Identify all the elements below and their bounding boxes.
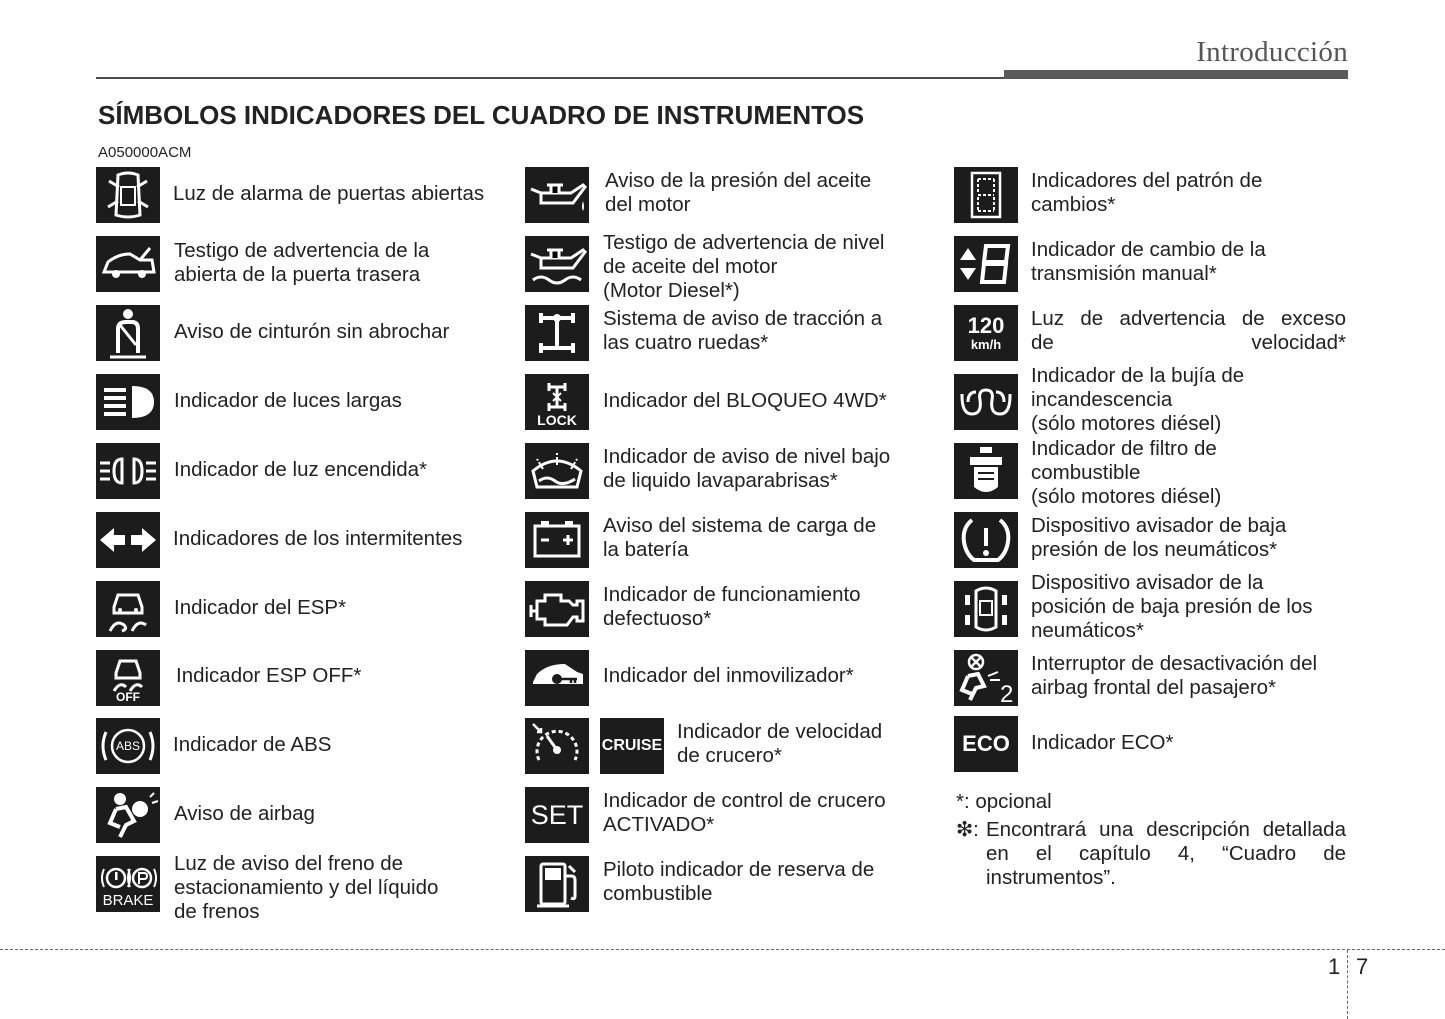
indicator-label: Piloto indicador de reserva de combustible (603, 858, 875, 905)
immobilizer-icon (525, 650, 589, 706)
oil-pressure-icon (525, 167, 589, 223)
indicator-label: Aviso del sistema de carga de la batería (603, 514, 877, 561)
overspeed-value: 120 (967, 313, 1005, 338)
fuel-filter-icon (954, 443, 1018, 499)
indicator-label: Luz de aviso del freno de estacionamiento y del líquido de frenos (174, 852, 439, 923)
cruise-text: CRUISE (601, 737, 663, 754)
tpms-position-icon (954, 581, 1018, 637)
indicator-label: Indicador ESP OFF* (176, 664, 362, 687)
eco-icon (954, 716, 1018, 772)
page-number: 7 (1356, 954, 1369, 979)
esp-icon (96, 581, 160, 637)
indicator-label: Indicador de luz encendida* (174, 458, 428, 481)
fuel-icon (525, 856, 589, 912)
indicator-label: Indicador de funcionamiento defectuoso* (603, 583, 861, 630)
svg-text:2: 2 (1000, 681, 1014, 706)
overspeed-icon (954, 305, 1018, 361)
set-icon (525, 787, 589, 843)
indicator-label: Luz de advertencia de exceso de velocidad* (1031, 307, 1346, 354)
indicator-label: Indicador de aviso de nivel bajo de liquido lavaparabrisas* (603, 445, 891, 492)
turn-signal-icon (96, 512, 160, 568)
indicator-label: Indicador ECO* (1031, 731, 1174, 754)
header-rule (96, 77, 1004, 79)
check-engine-icon (525, 581, 589, 637)
eco-text: ECO (962, 731, 1010, 756)
indicator-label: Dispositivo avisador de baja presión de los neumáticos* (1031, 514, 1287, 561)
indicator-label: Aviso de airbag (174, 802, 315, 825)
indicator-label: Indicadores del patrón de cambios* (1031, 169, 1263, 216)
lock-text: LOCK (537, 412, 577, 428)
indicator-label: Sistema de aviso de tracción a las cuatro ruedas* (603, 307, 883, 354)
airbag-off-icon (954, 650, 1018, 706)
overspeed-unit: km/h (970, 337, 1002, 352)
high-beam-icon (96, 374, 160, 430)
snowflake-mark: ❇: (956, 818, 979, 841)
tpms-icon (954, 512, 1018, 568)
indicator-label: Testigo de advertencia de nivel de aceite del motor (Motor Diesel*) (603, 231, 885, 302)
footnotes (956, 790, 1346, 890)
indicator-label: Aviso de cinturón sin abrochar (174, 320, 450, 343)
set-text: SET (530, 799, 584, 830)
trunk-open-icon (96, 236, 160, 292)
cruise-icon (600, 718, 664, 774)
indicator-label: Testigo de advertencia de la abierta de la puerta trasera (174, 239, 430, 286)
oil-level-icon (525, 236, 589, 292)
indicator-label: Indicador de cambio de la transmisión manual* (1031, 238, 1266, 285)
optional-note: *: opcional (956, 790, 1052, 813)
indicator-label: Indicador de control de crucero ACTIVADO* (603, 789, 886, 836)
indicator-label: Indicador del inmovilizador* (603, 664, 854, 687)
brake-text: BRAKE (102, 891, 154, 909)
indicator-label: Indicador de filtro de combustible (sólo motores diésel) (1031, 437, 1222, 508)
chapter-number: 1 (1328, 954, 1341, 979)
brake-icon (96, 856, 160, 912)
section-title: SÍMBOLOS INDICADORES DEL CUADRO DE INSTRUMENTOS (98, 100, 865, 130)
indicator-label: Indicador de la bujía de incandescencia (sólo motores diésel) (1031, 364, 1245, 435)
running-header-title: Introducción (1196, 36, 1348, 68)
door-open-icon (96, 167, 160, 223)
indicator-label: Indicador de velocidad de crucero* (677, 720, 883, 767)
shift-pattern-icon (954, 167, 1018, 223)
cruise-gauge-icon (525, 718, 589, 774)
indicator-label: Indicadores de los intermitentes (173, 527, 463, 550)
airbag-icon (96, 787, 160, 843)
abs-icon (96, 718, 160, 774)
seatbelt-icon (96, 305, 160, 361)
indicator-label: Indicador de ABS (173, 733, 332, 756)
washer-fluid-icon (525, 443, 589, 499)
footer-dashed-rule (0, 949, 1445, 950)
indicator-label: Luz de alarma de puertas abiertas (173, 182, 485, 205)
indicator-label: Indicador de luces largas (174, 389, 402, 412)
glow-plug-icon (954, 374, 1018, 430)
indicator-label: Indicador del BLOQUEO 4WD* (603, 389, 887, 412)
footer-page-divider (1347, 950, 1348, 1019)
shift-indicator-icon (954, 236, 1018, 292)
indicator-label: Interruptor de desactivación del airbag frontal del pasajero* (1031, 652, 1318, 699)
position-light-icon (96, 443, 160, 499)
awd-icon (525, 305, 589, 361)
indicator-label: Aviso de la presión del aceite del motor (605, 169, 872, 216)
indicator-label: Indicador del ESP* (174, 596, 347, 619)
header-bar (1004, 70, 1348, 79)
esp-off-icon (96, 650, 160, 706)
abs-text: ABS (115, 739, 140, 753)
esp-off-text: OFF (116, 690, 140, 704)
indicator-label: Dispositivo avisador de la posición de baja presión de los neumáticos* (1031, 571, 1313, 642)
battery-icon (525, 512, 589, 568)
document-code: A050000ACM (98, 144, 192, 161)
detail-note-text: Encontrará una descripción detallada en el capítulo 4, “Cuadro de instrumentos”. (986, 818, 1346, 889)
detail-note (956, 818, 1346, 890)
4wd-lock-icon (525, 374, 589, 430)
